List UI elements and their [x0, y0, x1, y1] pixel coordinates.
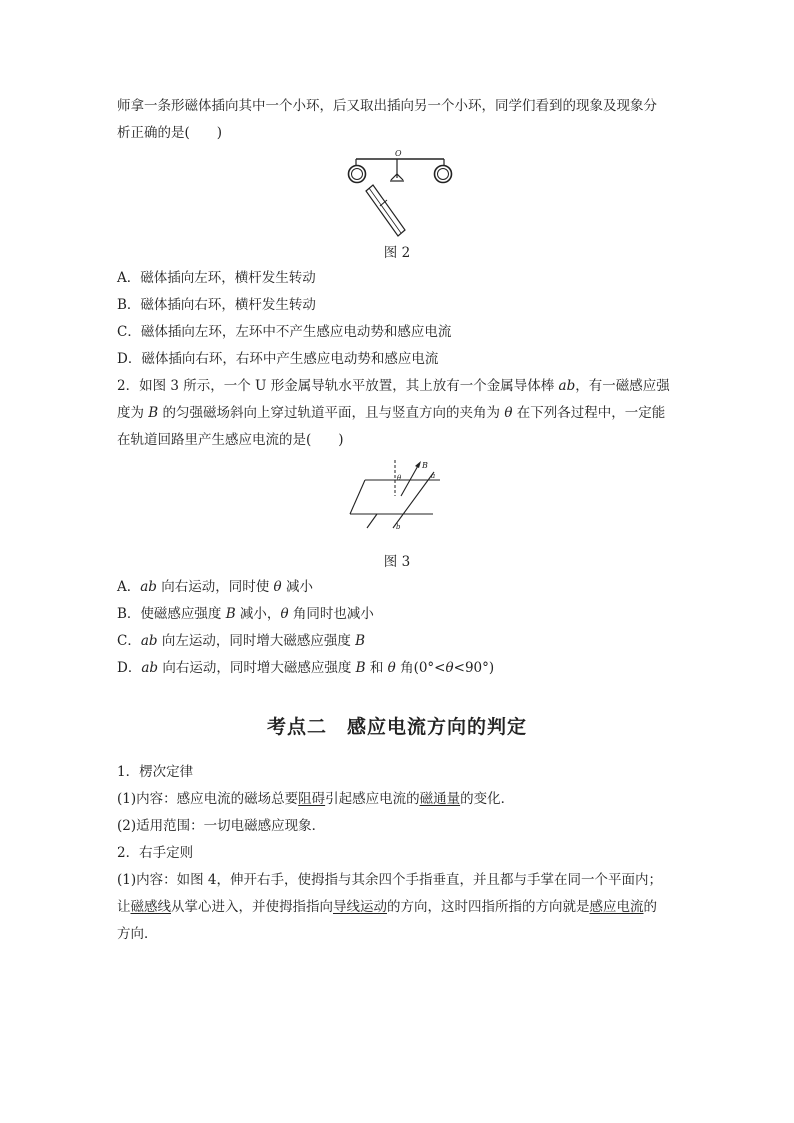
item1-content: (1)内容：感应电流的磁场总要阻碍引起感应电流的磁通量的变化．: [117, 791, 515, 807]
figure-2-caption: 图 2: [383, 245, 411, 261]
question2-line3: 在轨道回路里产生感应电流的是( ): [117, 432, 344, 448]
question1-line1: 师拿一条形磁体插向其中一个小环，后又取出插向另一个小环，同学们看到的现象及现象分: [117, 98, 657, 114]
bar-magnet: [366, 185, 405, 236]
question2-option-d: D．ab 向右运动，同时增大磁感应强度 B 和 θ 角(0°<θ<90°): [117, 660, 495, 676]
label-a: a: [431, 472, 436, 480]
label-B: B: [422, 461, 428, 470]
question2-option-b: B．使磁感应强度 B 减小，θ 角同时也减小: [117, 606, 374, 622]
section-heading: 考点二 感应电流方向的判定: [266, 716, 527, 738]
figure-2-balance-rings: [340, 146, 460, 238]
label-theta: θ: [397, 474, 402, 482]
question2-option-a: A．ab 向右运动，同时使 θ 减小: [117, 579, 313, 595]
label-b: b: [396, 523, 401, 531]
question1-line2: 析正确的是( ): [117, 125, 223, 141]
rail-end: [350, 480, 365, 514]
question1-option-d: D．磁体插向右环，右环中产生感应电动势和感应电流: [117, 351, 439, 367]
item2-line1: (1)内容：如图 4，伸开右手，使拇指与其余四个手指垂直，并且都与手掌在同一个平面内；: [117, 872, 663, 888]
item2-title: 2．右手定则: [117, 845, 194, 861]
pivot-label: O: [395, 149, 402, 158]
item2-line2: 让磁感线从掌心进入，并使拇指指向导线运动的方向，这时四指所指的方向就是感应电流的: [117, 899, 657, 915]
figure-3-u-rail: [345, 456, 445, 536]
item2-line3: 方向．: [117, 926, 158, 942]
figure-3-caption: 图 3: [383, 554, 411, 570]
question1-option-b: B．磁体插向右环，横杆发生转动: [117, 297, 316, 313]
question2-line2: 度为 B 的匀强磁场斜向上穿过轨道平面，且与竖直方向的夹角为 θ 在下列各过程中，一定能: [117, 405, 666, 421]
item1-title: 1．楞次定律: [117, 764, 194, 780]
item1-scope: (2)适用范围：一切电磁感应现象．: [117, 818, 326, 834]
question2-line1: 2．如图 3 所示，一个 U 形金属导轨水平放置，其上放有一个金属导体棒 ab，有一磁感应强: [117, 378, 670, 394]
question1-option-c: C．磁体插向左环，左环中不产生感应电动势和感应电流: [117, 324, 452, 340]
question2-option-c: C．ab 向左运动，同时增大磁感应强度 B: [117, 633, 366, 649]
question1-option-a: A．磁体插向左环，横杆发生转动: [117, 270, 316, 286]
